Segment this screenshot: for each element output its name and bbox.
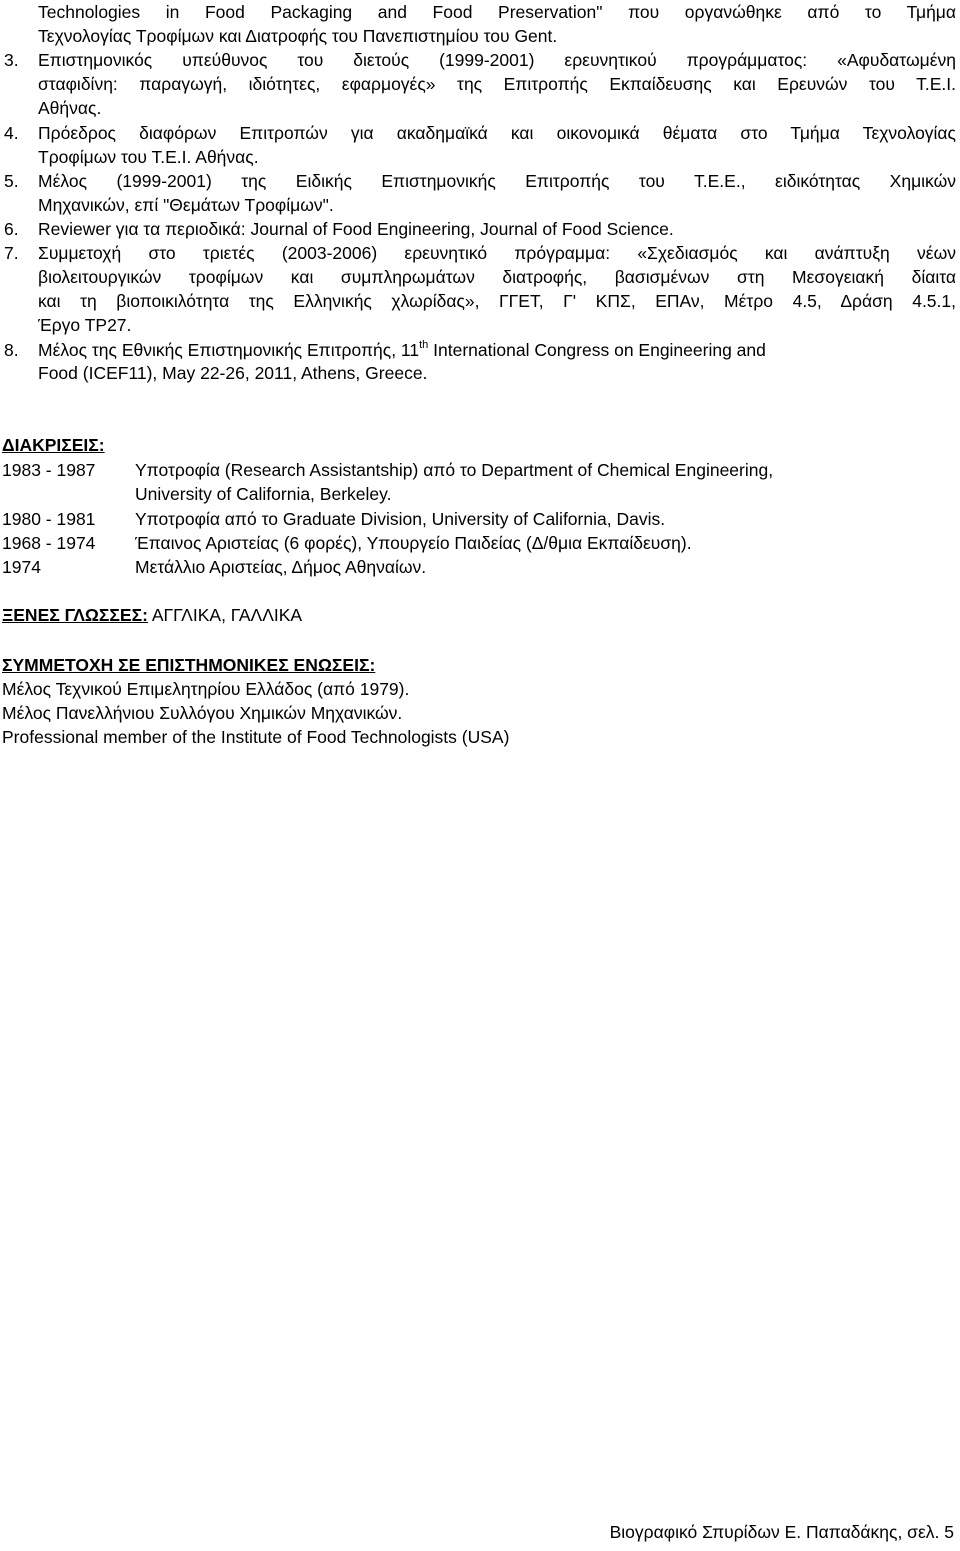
distinction-years-1: 1983 - 1987: [2, 460, 96, 480]
distinction-text-3: Έπαινος Αριστείας (6 φορές), Υπουργείο Παιδείας (Δ/θμια Εκπαίδευση).: [135, 533, 692, 553]
distinction-text-4: Μετάλλιο Αριστείας, Δήμος Αθηναίων.: [135, 557, 427, 577]
page-footer: Βιογραφικό Σπυρίδων Ε. Παπαδάκης, σελ. 5: [609, 1522, 954, 1542]
item-8-line-1: [38, 338, 766, 362]
languages-value: ΑΓΓΛΙΚΑ, ΓΑΛΛΙΚΑ: [147, 605, 303, 625]
distinctions-heading-first: Δ: [2, 435, 15, 455]
distinction-text-1b: University of California, Berkeley.: [135, 484, 392, 504]
distinction-years-2: 1980 - 1981: [2, 509, 96, 529]
item-number-6: 6.: [4, 219, 19, 239]
distinction-years-4: 1974: [2, 557, 41, 577]
item-3-line-2: σταφιδίνη: παραγωγή, ιδιότητες, εφαρμογές» της Επιτροπής Εκπαίδευσης και Ερευνών του Τ.Ε.Ι.: [38, 74, 956, 94]
item-8-superscript: th: [419, 339, 429, 351]
item-number-5: 5.: [4, 171, 19, 191]
society-line-1: Μέλος Τεχνικού Επιμελητηρίου Ελλάδος (από 1979).: [2, 679, 410, 699]
item-8-text-a: Μέλος της Εθνικής Επιστημονικής Επιτροπής, 11: [38, 340, 420, 360]
item-4-line-1: Πρόεδρος διαφόρων Επιτροπών για ακαδημαϊκά και οικονομικά θέματα στο Τμήμα Τεχνολογίας: [38, 123, 956, 143]
societies-heading: ΣΥΜΜΕΤΟΧΗ ΣΕ ΕΠΙΣΤΗΜΟΝΙΚΕΣ ΕΝΩΣΕΙΣ:: [2, 655, 376, 675]
item-7-line-1: Συμμετοχή στο τριετές (2003-2006) ερευνητικό πρόγραμμα: «Σχεδιασμός και ανάπτυξη νέων: [38, 243, 956, 263]
item-number-7: 7.: [4, 243, 19, 263]
item-5-line-2: Μηχανικών, επί "Θεμάτων Τροφίμων".: [38, 195, 334, 215]
item-3-line-1: Επιστημονικός υπεύθυνος του διετούς (1999-2001) ερευνητικού προγράμματος: «Αφυδατωμένη: [38, 50, 956, 70]
intro-line-2: Τεχνολογίας Τροφίμων και Διατροφής του Πανεπιστημίου του Gent.: [38, 26, 558, 46]
item-7-line-4: Έργο ΤΡ27.: [38, 315, 132, 335]
item-7-line-2: βιολειτουργικών τροφίμων και συμπληρωμάτων διατροφής, βασισμένων στη Μεσογειακή δίαιτα: [38, 267, 956, 287]
society-line-2: Μέλος Πανελλήνιου Συλλόγου Χημικών Μηχανικών.: [2, 703, 403, 723]
item-7-line-3: και τη βιοποικιλότητα της Ελληνικής χλωρίδας», ΓΓΕΤ, Γ' ΚΠΣ, ΕΠΑν, Μέτρο 4.5, Δράση 4.5.1,: [38, 291, 956, 311]
languages-heading: ΞΕΝΕΣ ΓΛΩΣΣΕΣ:: [2, 605, 148, 625]
item-number-4: 4.: [4, 123, 19, 143]
society-line-3: Professional member of the Institute of Food Technologists (USA): [2, 727, 510, 747]
item-5-line-1: Μέλος (1999-2001) της Ειδικής Επιστημονικής Επιτροπής του Τ.Ε.Ε., ειδικότητας Χημικών: [38, 171, 956, 191]
item-8-line-2: Food (ICEF11), May 22-26, 2011, Athens, Greece.: [38, 363, 428, 383]
item-3-line-3: Αθήνας.: [38, 98, 102, 118]
distinctions-heading: [2, 433, 105, 457]
distinction-text-1: Υποτροφία (Research Assistantship) από το Department of Chemical Engineering,: [135, 460, 774, 480]
intro-line-1: Technologies in Food Packaging and Food Preservation" που οργανώθηκε από το Τμήμα: [38, 2, 956, 22]
item-number-8: 8.: [4, 340, 19, 360]
distinction-years-3: 1968 - 1974: [2, 533, 96, 553]
languages-line: [2, 603, 302, 627]
item-8-text-b: International Congress on Engineering and: [428, 340, 766, 360]
item-4-line-2: Τροφίμων του Τ.Ε.Ι. Αθήνας.: [38, 147, 259, 167]
distinctions-heading-rest: ΙΑΚΡΙΣΕΙΣ:: [14, 435, 105, 455]
item-number-3: 3.: [4, 50, 19, 70]
distinction-text-2: Υποτροφία από το Graduate Division, University of California, Davis.: [135, 509, 666, 529]
item-6-line-1: Reviewer για τα περιοδικά: Journal of Food Engineering, Journal of Food Science.: [38, 219, 674, 239]
